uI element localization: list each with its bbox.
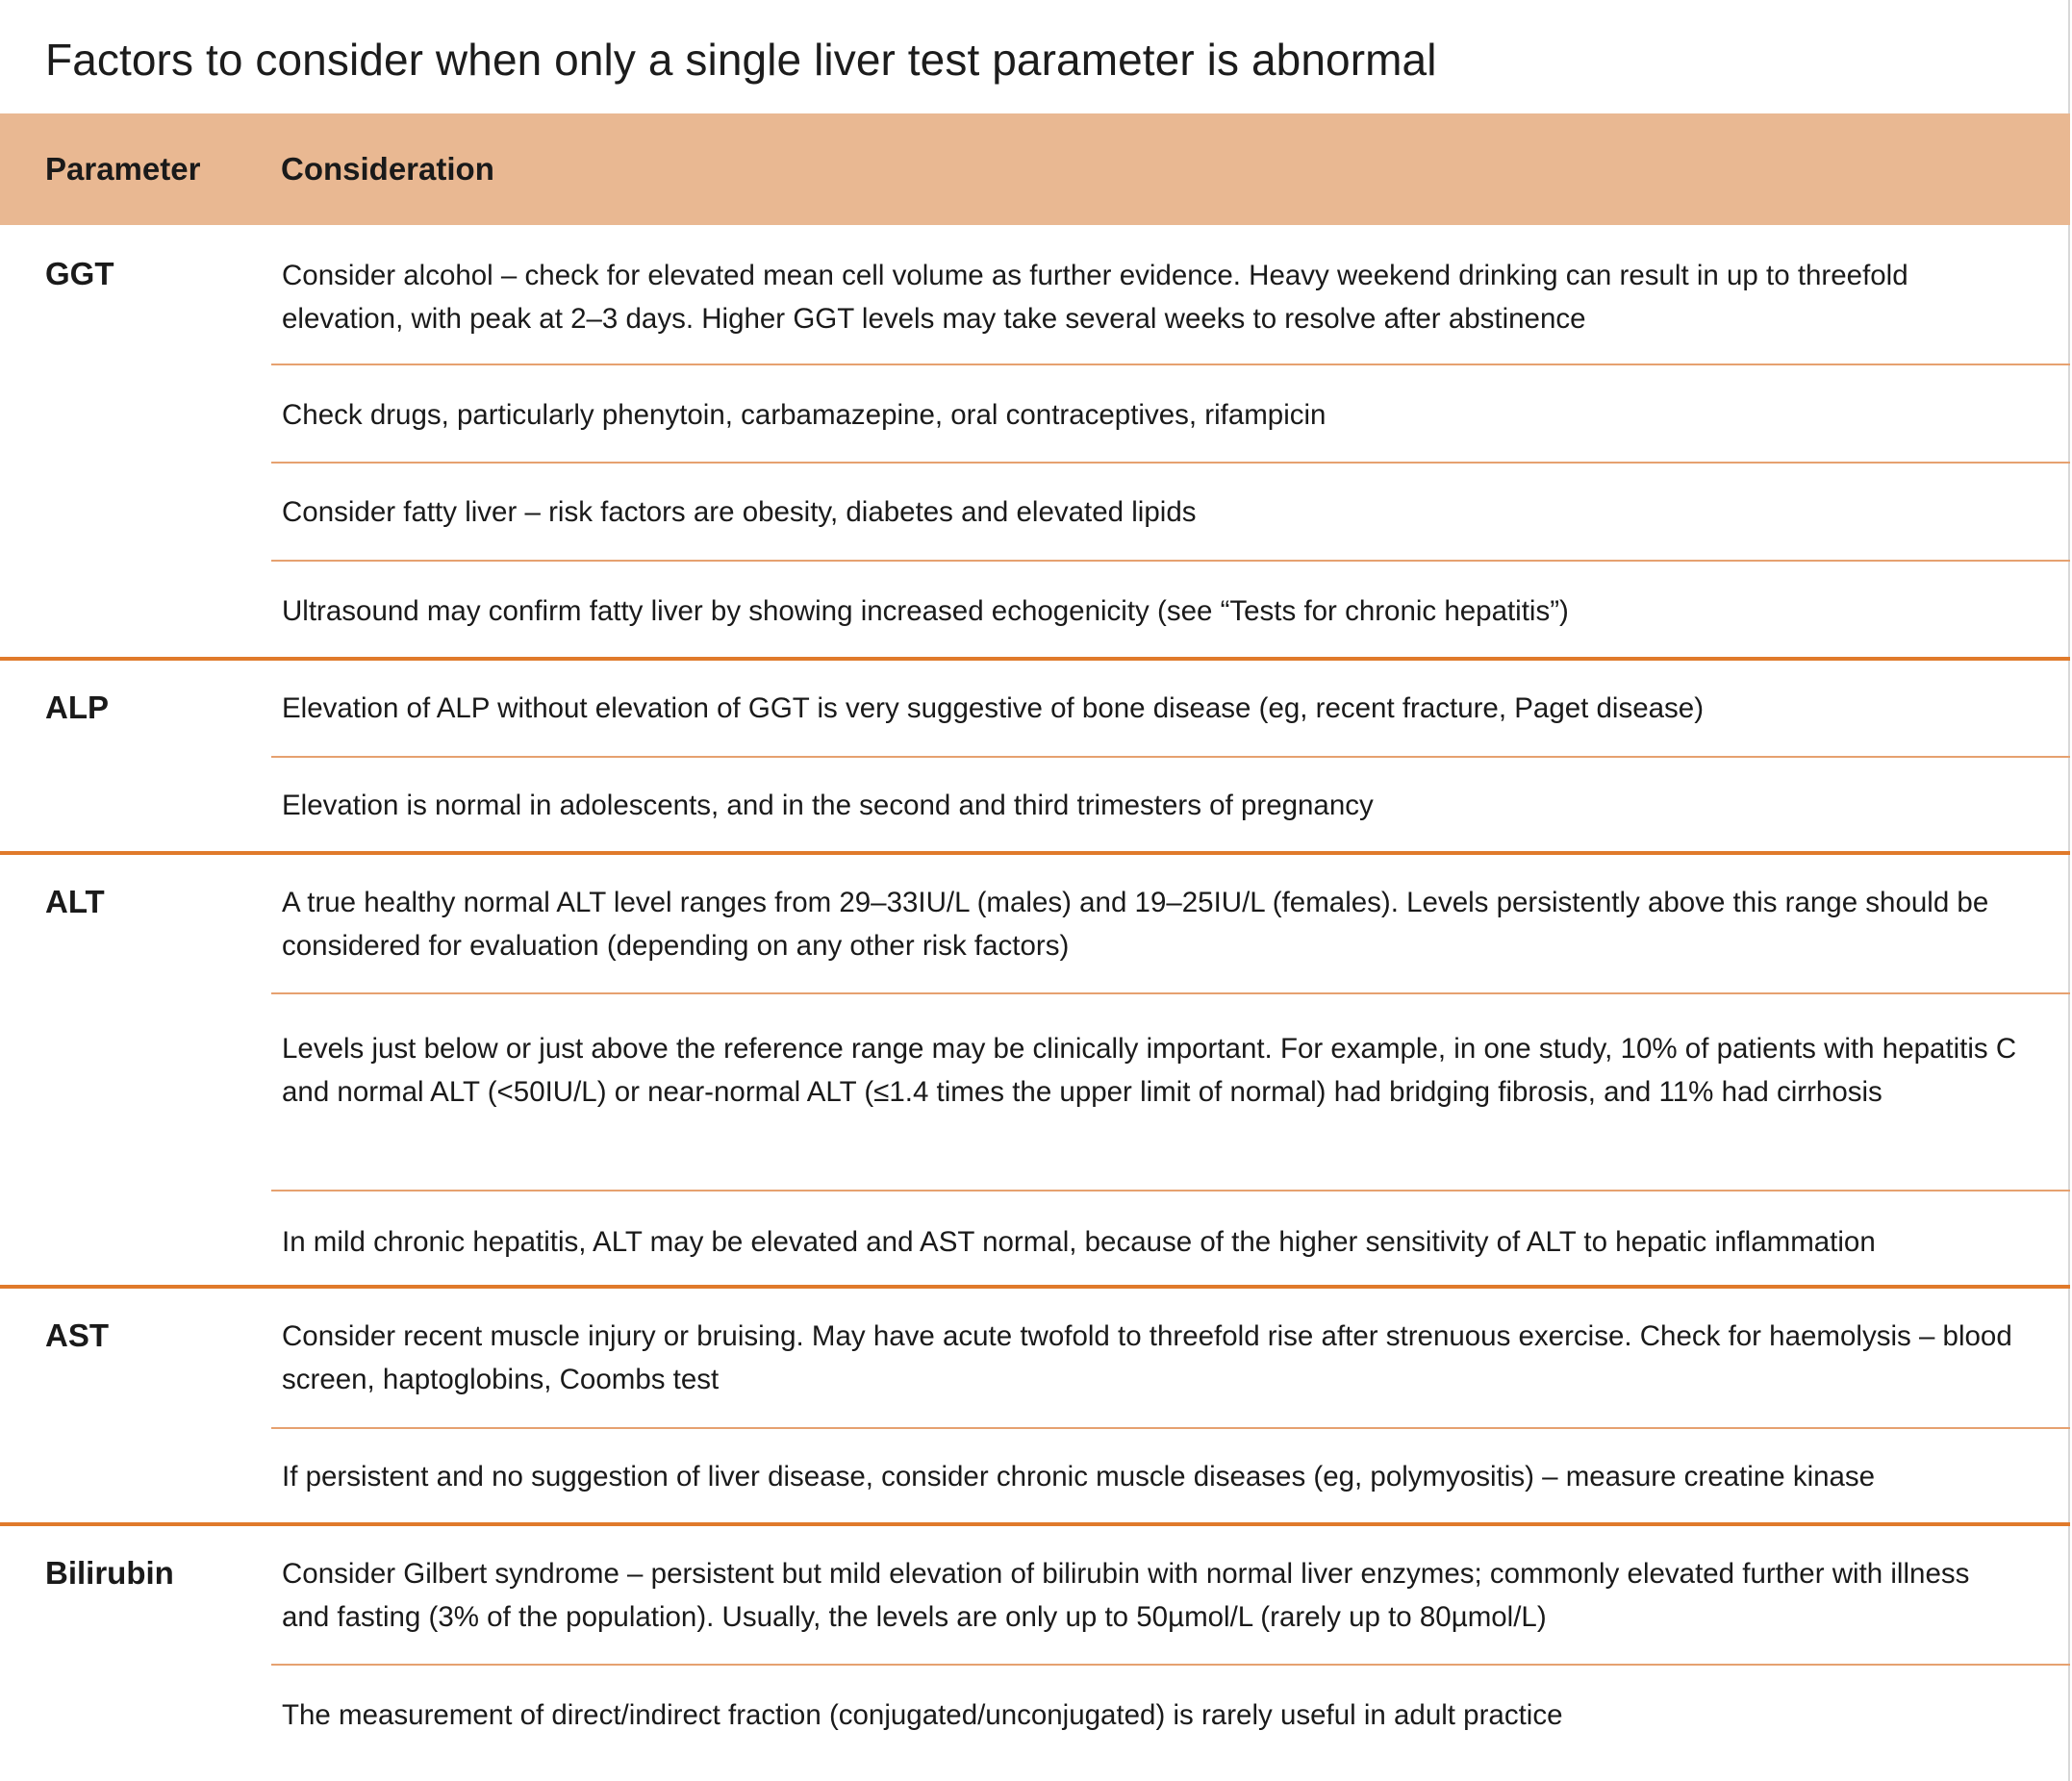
table-row (271, 1191, 2070, 1285)
consideration-text: The measurement of direct/indirect fraction (conjugated/unconjugated) is rarely useful in adult practice (282, 1699, 1563, 1731)
consideration-text: Elevation is normal in adolescents, and in the second and third trimesters of pregnancy (282, 790, 1374, 821)
consideration-text: Consider alcohol – check for elevated mean cell volume as further evidence. Heavy weekend drinking can result in up to threefold elevation, with peak at 2–3 days. Higher GGT levels may take several weeks to resolve after abstinence (282, 260, 1908, 335)
table-row (271, 758, 2070, 851)
table-row (271, 1429, 2070, 1522)
consideration-text: Elevation of ALP without elevation of GGT is very suggestive of bone disease (eg, recent fracture, Paget disease) (282, 692, 1705, 724)
table-row (271, 227, 2070, 364)
table-row (271, 661, 2070, 757)
table-row (271, 855, 2070, 994)
parameter-label: ALP (45, 690, 109, 725)
table-row (271, 365, 2070, 463)
consideration-text: Consider recent muscle injury or bruising. May have acute twofold to threefold rise after strenuous exercise. Check for haemolysis – blood screen, haptoglobins, Coombs test (282, 1320, 2012, 1395)
table-row (271, 1289, 2070, 1428)
table-row (271, 994, 2070, 1191)
table-row (271, 1526, 2070, 1666)
group-alp (0, 661, 2070, 855)
table-row (271, 1666, 2070, 1771)
group-alt (0, 855, 2070, 1289)
group-bilirubin (0, 1526, 2070, 1781)
consideration-text: If persistent and no suggestion of liver disease, consider chronic muscle diseases (eg, polymyositis) – measure creatine kinase (282, 1461, 1876, 1493)
consideration-text: In mild chronic hepatitis, ALT may be elevated and AST normal, because of the higher sensitivity of ALT to hepatic inflammation (282, 1226, 1876, 1258)
column-header-parameter: Parameter (45, 151, 201, 187)
consideration-text: Consider fatty liver – risk factors are obesity, diabetes and elevated lipids (282, 496, 1197, 528)
consideration-text: Consider Gilbert syndrome – persistent but mild elevation of bilirubin with normal liver enzymes; commonly elevated further with illness and fasting (3% of the population). Usually, the levels are only up to 50µmol/L (rarely up to 80µmol/L) (282, 1558, 1970, 1633)
table-row (271, 562, 2070, 657)
column-header-consideration: Consideration (281, 151, 494, 187)
consideration-text: Check drugs, particularly phenytoin, carbamazepine, oral contraceptives, rifampicin (282, 399, 1327, 431)
table-title: Factors to consider when only a single liver test parameter is abnormal (45, 35, 1437, 85)
consideration-text: Ultrasound may confirm fatty liver by showing increased echogenicity (see “Tests for chronic hepatitis”) (282, 595, 1569, 627)
parameter-label: ALT (45, 884, 105, 919)
parameter-label: GGT (45, 256, 114, 291)
parameter-label: AST (45, 1317, 109, 1353)
table-row (271, 464, 2070, 561)
consideration-text: A true healthy normal ALT level ranges from 29–33IU/L (males) and 19–25IU/L (females). Levels persistently above this range should be considered for evaluation (depending on any other risk factors) (282, 887, 1989, 962)
group-ast (0, 1289, 2070, 1526)
group-ggt (0, 227, 2070, 661)
consideration-text: Levels just below or just above the reference range may be clinically important. For example, in one study, 10% of patients with hepatitis C and normal ALT (<50IU/L) or near-normal ALT (≤1.4 times the upper limit of normal) had bridging fibrosis, and 11% had cirrhosis (282, 1033, 2017, 1108)
parameter-label: Bilirubin (45, 1555, 174, 1591)
